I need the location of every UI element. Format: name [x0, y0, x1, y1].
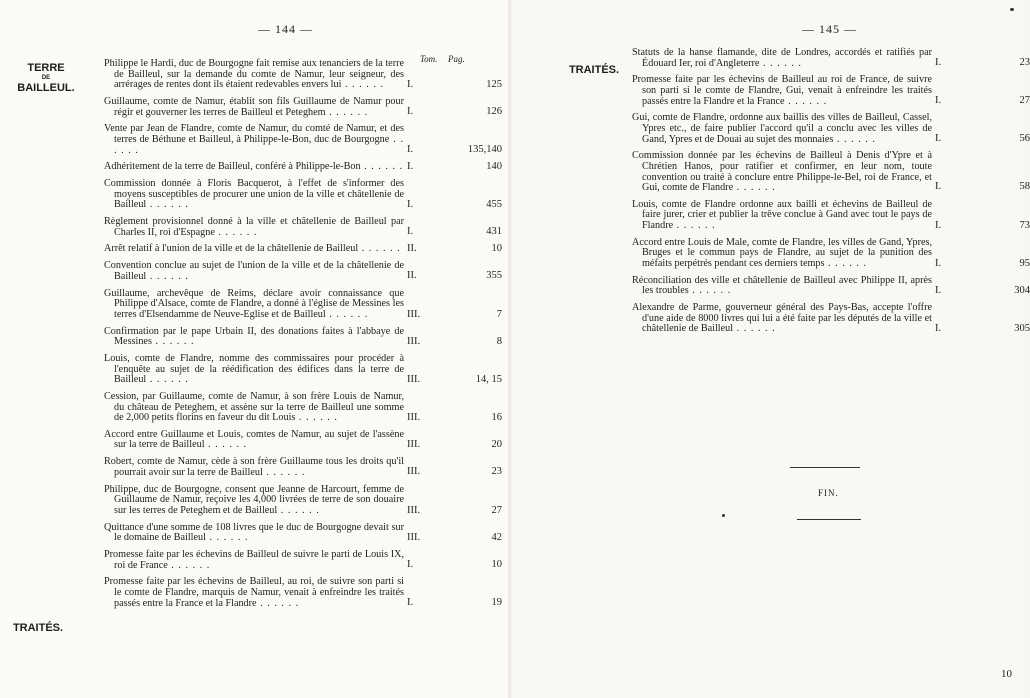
- entry-page: 42: [491, 531, 502, 543]
- index-entry: [104, 325, 502, 348]
- entry-page: 7: [496, 308, 502, 320]
- entry-volume: III.: [407, 373, 421, 385]
- index-entry: [104, 287, 502, 321]
- entry-volume: III.: [407, 504, 421, 516]
- entry-text: Réconciliation des ville et châtellenie de Bailleul avec Philippe II, après les troubles: [632, 274, 932, 297]
- leader-dots: . . . . . .: [295, 412, 338, 424]
- entry-text: Accord entre Guillaume et Louis, comtes de Namur, au sujet de l'assène sur la terre de Bailleul: [104, 428, 404, 451]
- entry-page: 27: [491, 504, 502, 516]
- index-entry: Philippe le Hardi, duc de Bourgogne fait remise aux tenanciers de la terre de Bailleul, sur la demande du comte de Namur, leur seigneur, des arrérages de rentes dont ils étaient redevables envers lui . . . . . . I. 125: [104, 58, 502, 91]
- entry-page: 16: [491, 411, 502, 423]
- index-entry: [632, 302, 1030, 335]
- index-entry: [632, 274, 1030, 297]
- index-entry: [632, 74, 1030, 107]
- section-heading-terre-de-bailleul: TERRE DE BAILLEUL.: [17, 62, 75, 94]
- leader-dots: . . . . . .: [167, 559, 211, 571]
- entry-page: 95: [1019, 257, 1030, 269]
- divider-rule-top: [790, 467, 860, 468]
- leader-dots: . . . . . .: [733, 323, 776, 335]
- entry-page: 20: [491, 438, 502, 450]
- entry-text: Philippe le Hardi, duc de Bourgogne fait remise aux tenanciers de la terre de Bailleul, sur la demande du comte de Namur, leur seigneur, des arrérages de rentes dont ils étaient redevables envers lui: [104, 58, 404, 91]
- entry-text: Vente par Jean de Flandre, comte de Namur, du comté de Namur, et des terres de Béthune et Bailleul, à Philippe-le-Bon, duc de Bourgogne: [104, 123, 404, 145]
- index-entry: [104, 483, 502, 517]
- index-entry: Promesse faite par les échevins de Bailleul de suivre le parti de Louis IX, roi de France . . . . . . I. 10: [104, 548, 502, 571]
- entry-page: 455: [486, 199, 502, 211]
- entry-text: Guillaume, archevêque de Reims, déclare avoir connaissance que Philippe d'Alsace, comte de Flandre, a donné à l'église de Messines les terres d'Elsendamme de Neuve-Eglise et de Bailleul: [104, 287, 404, 320]
- corner-number: 10: [1001, 668, 1012, 680]
- entry-text: Commission donnée à Floris Bacquerot, à l'effet de s'informer des moyens susceptibles de procurer une union de la ville et châtellenie de Bailleul: [104, 178, 404, 211]
- leader-dots: . . . . . .: [733, 182, 776, 194]
- entry-page: 8: [496, 335, 502, 347]
- entry-text: Philippe, duc de Bourgogne, consent que Jeanne de Harcourt, femme de Guillaume de Namur, reçoive les 4,000 livrées de terre de son douaire sur les terres de Peteghem et de Bailleul: [104, 483, 404, 516]
- divider-rule-bottom: [797, 519, 861, 520]
- index-entry: [104, 521, 502, 544]
- section-heading-traites-left: TRAITÉS.: [12, 622, 64, 634]
- leader-dots: . . . . . .: [114, 133, 404, 156]
- entry-text: Promesse faite par les échevins de Bailleul au roi de France, de suivre son parti si le comte de Flandre, Gui, venait à enfreindre les traités passés entre la Flandre et la France: [632, 74, 932, 107]
- entry-page: 304: [1014, 284, 1030, 296]
- leader-dots: . . . . . .: [759, 57, 802, 69]
- leader-dots: . . . . . .: [824, 258, 868, 270]
- column-header-tom: Tom.: [420, 54, 438, 64]
- entry-text: Gui, comte de Flandre, ordonne aux baillis des villes de Bailleul, Cassel, Ypres etc., de faire publier l'accord qu'il a conclu avec les villes de Gand, Ypres et de Douai au sujet des monnaies: [632, 112, 932, 145]
- entry-text: Convention conclue au sujet de l'union de la ville et de la châtellenie de Bailleul: [104, 260, 404, 282]
- leader-dots: . . . . . .: [325, 106, 369, 118]
- leader-dots: . . . . . .: [204, 439, 248, 451]
- entry-page: 305: [1014, 323, 1030, 335]
- leader-dots: . . . . . .: [784, 95, 828, 107]
- entry-text: Robert, comte de Namur, cède à son frère Guillaume tous les droits qu'il pourrait avoir sur la terre de Bailleul: [104, 456, 404, 478]
- entry-page: 10: [491, 243, 502, 255]
- entry-text: Quittance d'une somme de 108 livres que le duc de Bourgogne devait sur le domaine de Bailleul: [104, 521, 404, 544]
- entry-page: 27: [1019, 95, 1030, 107]
- leader-dots: . . . . . .: [146, 199, 189, 211]
- index-entry: [632, 236, 1030, 270]
- entry-text: Promesse faite par les échevins de Bailleul de suivre le parti de Louis IX, roi de France: [104, 548, 404, 571]
- entry-page: 58: [1019, 181, 1030, 193]
- index-entry: Convention conclue au sujet de l'union de la ville et de la châtellenie de Bailleul . . . . . . II. 355: [104, 260, 502, 282]
- ink-speck: [1010, 8, 1014, 11]
- entry-volume: III.: [407, 335, 421, 347]
- index-entry: Commission donnée à Floris Bacquerot, à l'effet de s'informer des moyens susceptibles de procurer une union de la ville et châtellenie de Bailleul . . . . . . I. 455: [104, 178, 502, 211]
- index-entry: Guillaume, comte de Namur, établit son fils Guillaume de Namur pour régir et gouverner les terres de Bailleul et Peteghem . . . . . . I. 126: [104, 95, 502, 118]
- index-entry: Règlement provisionnel donné à la ville et châtellenie de Bailleul par Charles II, roi d'Espagne . . . . . . I. 431: [104, 216, 502, 238]
- entry-page: 355: [486, 270, 502, 282]
- index-entry: [632, 198, 1030, 232]
- entry-volume: III.: [407, 531, 421, 543]
- index-entry: [104, 352, 502, 386]
- entry-volume: III.: [407, 438, 421, 450]
- entry-text: Statuts de la hanse flamande, dite de Londres, accordés et ratifiés par Édouard Ier, roi d'Angleterre: [632, 47, 932, 69]
- leader-dots: . . . . . .: [688, 285, 732, 297]
- entry-page: 125: [486, 79, 502, 90]
- entry-text: Promesse faite par les échevins de Bailleul, au roi, de suivre son parti si le comte de Flandre, marquis de Namur, venait à enfreindre les traités passés entre la France et la Flandre: [104, 576, 404, 609]
- section-heading-traites-right: TRAITÉS.: [568, 64, 620, 76]
- right-entry-list: [632, 47, 1030, 341]
- leader-dots: . . . . . .: [214, 226, 258, 238]
- leader-dots: . . . . . .: [833, 133, 876, 145]
- index-entry: [104, 390, 502, 424]
- entry-text: Louis, comte de Flandre, nomme des commissaires pour procéder à l'enquête au sujet de la réédification des édifices dans la terre de Bailleul: [104, 352, 404, 386]
- leader-dots: . . . . . .: [341, 79, 384, 91]
- entry-page: 140: [486, 161, 502, 173]
- ink-speck: [722, 514, 725, 517]
- index-entry: [632, 47, 1030, 69]
- entry-text: Cession, par Guillaume, comte de Namur, à son frère Louis de Namur, du château de Peteghem, et assène sur la terre de Bailleul une somme de 2,000 petits florins en faveur du dit Louis: [104, 390, 404, 424]
- index-entry: Adhéritement de la terre de Bailleul, conféré à Philippe-le-Bon . . . . . . I. 140: [104, 161, 502, 173]
- index-entry: Promesse faite par les échevins de Bailleul, au roi, de suivre son parti si le comte de Flandre, marquis de Namur, venait à enfreindre les traités passés entre la France et la Flandre . . . . . . I. 19: [104, 576, 502, 609]
- leader-dots: . . . . . .: [325, 308, 369, 320]
- leader-dots: . . . . . .: [146, 270, 189, 282]
- leader-dots: . . . . . .: [358, 243, 401, 255]
- fin-label: FIN.: [818, 488, 839, 498]
- entry-text: Règlement provisionnel donné à la ville et châtellenie de Bailleul par Charles II, roi d'Espagne: [104, 216, 404, 238]
- leader-dots: . . . . . .: [360, 161, 404, 173]
- entry-page: 135,140: [467, 144, 502, 156]
- index-entry: [104, 456, 502, 478]
- entry-page: 56: [1019, 133, 1030, 145]
- entry-text: Arrêt relatif à l'union de la ville et de la châtellenie de Bailleul: [104, 243, 359, 255]
- entry-page: 431: [486, 226, 502, 238]
- entry-page: 19: [491, 597, 502, 609]
- entry-text: Accord entre Louis de Male, comte de Flandre, les villes de Gand, Ypres, Bruges et le commun pays de Flandre, au sujet de la punition des méfaits perpétrés pendant ces derniers temps: [632, 236, 932, 270]
- index-entry: Arrêt relatif à l'union de la ville et de la châtellenie de Bailleul . . . . . . II. 10: [104, 243, 502, 255]
- entry-volume: III.: [407, 466, 421, 478]
- column-header-pag: Pag.: [448, 54, 465, 64]
- page-number-left: — 144 —: [258, 22, 313, 36]
- left-page: [0, 0, 512, 698]
- entry-page: 73: [1019, 219, 1030, 231]
- entry-page: 14, 15: [475, 373, 502, 385]
- leader-dots: . . . . . .: [673, 220, 716, 232]
- leader-dots: . . . . . .: [277, 504, 320, 516]
- index-entry: [632, 112, 1030, 145]
- page-number-right: — 145 —: [802, 22, 857, 36]
- entry-text: Guillaume, comte de Namur, établit son fils Guillaume de Namur pour régir et gouverner les terres de Bailleul et Peteghem: [104, 95, 404, 118]
- entry-page: 10: [491, 558, 502, 570]
- entry-page: 23: [491, 466, 502, 478]
- entry-text: Commission donnée par les échevins de Bailleul à Denis d'Ypre et à Chrétien Hanos, pour ratifier et confirmer, en leur nom, toute convention ou traité à conclure entre Philippe-le-Bel, roi de France, et Gui, comte de Flandre: [632, 150, 932, 194]
- index-entry: [632, 150, 1030, 194]
- index-entry: [104, 428, 502, 451]
- leader-dots: . . . . . .: [205, 532, 249, 544]
- entry-text: Confirmation par le pape Urbain II, des donations faites à l'abbaye de Messines: [104, 325, 404, 348]
- leader-dots: . . . . . .: [151, 336, 195, 348]
- entry-text: Adhéritement de la terre de Bailleul, conféré à Philippe-le-Bon: [104, 161, 361, 173]
- entry-text: Louis, comte de Flandre ordonne aux bailli et échevins de Bailleul de faire jurer, crier et publier la trêve conclue à Gand avec tout le pays de Flandre: [632, 198, 932, 232]
- leader-dots: . . . . . .: [146, 374, 189, 386]
- leader-dots: . . . . . .: [256, 597, 300, 609]
- entry-page: 23: [1019, 57, 1030, 68]
- entry-volume: III.: [407, 411, 421, 423]
- index-entry: Vente par Jean de Flandre, comte de Namur, du comté de Namur, et des terres de Béthune et Bailleul, à Philippe-le-Bon, duc de Bourgogne . . . . . . I. 135,140: [104, 123, 502, 156]
- leader-dots: . . . . . .: [262, 466, 306, 478]
- entry-volume: III.: [407, 308, 421, 320]
- entry-text: Alexandre de Parme, gouverneur général des Pays-Bas, accepte l'offre d'une aide de 8000 livres qui lui a été faite par les députés de la ville et châtellenie de Bailleul: [632, 302, 932, 335]
- entry-page: 126: [486, 105, 502, 117]
